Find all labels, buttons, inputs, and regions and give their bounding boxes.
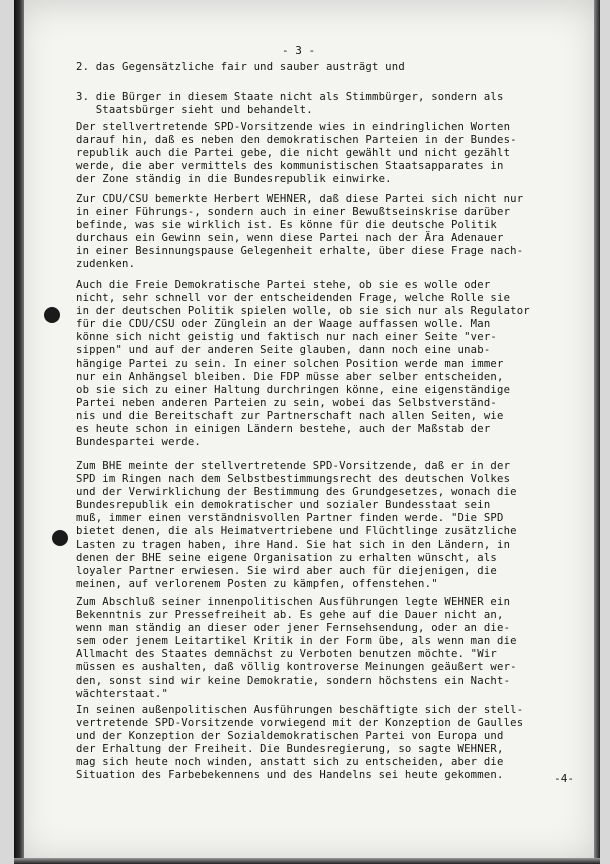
text-line: nicht, sehr schnell vor der entscheidenden Frage, welche Rolle sie xyxy=(76,292,511,305)
text-line: für die CDU/CSU oder Zünglein an der Waage auffassen wolle. Man xyxy=(76,318,491,331)
text-line: bietet denen, die als Heimatvertriebene und Flüchtlinge zusätzliche xyxy=(76,525,517,538)
text-line: In seinen außenpolitischen Ausführungen beschäftigte sich der stell- xyxy=(76,704,524,716)
text-line: Der stellvertretende SPD-Vorsitzende wies in eindringlichen Worten xyxy=(76,121,511,133)
text-line: in einer Besinnungspause Gelegenheit erhalte, über diese Frage nach- xyxy=(76,245,524,258)
next-page-marker: -4- xyxy=(554,772,574,785)
text-line: denen der BHE seine eigene Organisation zu erhalten wünscht, als xyxy=(76,551,497,564)
text-line: den, sonst sind wir keine Demokratie, sondern höchstens ein Nacht- xyxy=(76,674,511,687)
text-line: Staatsbürger sieht und behandelt. xyxy=(76,104,313,117)
text-line: Bundesrepublik ein demokratischer und sozialer Bundesstaat sein xyxy=(76,499,491,512)
paragraph xyxy=(76,193,592,272)
text-line: Auch die Freie Demokratische Partei stehe, ob sie es wolle oder xyxy=(76,279,491,291)
page-number: - 3 - xyxy=(282,44,316,57)
text-line: vertretende SPD-Vorsitzende vorwiegend mit der Konzeption de Gaulles xyxy=(76,717,524,730)
text-line: mag sich heute noch winden, anstatt sich zu entscheiden, aber die xyxy=(76,756,504,769)
text-line: Situation des Farbebekennens und des Handelns sei heute gekommen. xyxy=(76,769,504,782)
text-line: durchaus ein Gewinn sein, wenn diese Partei nach der Ära Adenauer xyxy=(76,232,504,245)
text-line: ob sie sich zu einer Haltung durchringen könne, eine eigenständige xyxy=(76,383,511,396)
text-line: der Zone ständig in die Bundesrepublik einwirke. xyxy=(76,173,392,186)
text-line: SPD im Ringen nach dem Selbstbestimmungsrecht des deutschen Volkes xyxy=(76,473,511,486)
text-line: und der Verwirklichung der Bestimmung des Grundgesetzes, wonach die xyxy=(76,486,517,499)
text-line: könne sich nicht geistig und faktisch nur nach einer Seite "ver- xyxy=(76,331,497,344)
text-line: Allmacht des Staates demnächst zu Verboten benutzen möchte. "Wir xyxy=(76,648,497,661)
text-line: Bundespartei werde. xyxy=(76,436,201,449)
text-line: 3. die Bürger in diesem Staate nicht als Stimmbürger, sondern als xyxy=(76,91,504,103)
paragraph xyxy=(76,596,592,701)
text-line: meinen, auf verlorenem Posten zu kämpfen, offenstehen." xyxy=(76,577,438,590)
text-line: Lasten zu tragen haben, ihre Hand. Sie hat sich in den Ländern, in xyxy=(76,538,511,551)
text-line: müssen es aushalten, daß völlig kontroverse Meinungen geäußert wer- xyxy=(76,661,517,674)
paragraph xyxy=(76,704,592,783)
text-line: hängige Partei zu sein. In einer solchen Position werde man immer xyxy=(76,357,504,370)
text-line: Zur CDU/CSU bemerkte Herbert WEHNER, daß diese Partei sich nicht nur xyxy=(76,193,524,205)
text-line: befinde, was sie wirklich ist. Es könne für die deutsche Politik xyxy=(76,219,497,232)
text-line: sippen" und auf der anderen Seite glauben, dann noch eine unab- xyxy=(76,344,491,357)
text-line: wenn man ständig an dieser oder jener Fernsehsendung, oder an die- xyxy=(76,622,511,635)
text-line: darauf hin, daß es neben den demokratischen Parteien in der Bundes- xyxy=(76,134,517,147)
text-line: Zum Abschluß seiner innenpolitischen Ausführungen legte WEHNER ein xyxy=(76,596,511,608)
paragraph xyxy=(76,91,592,117)
scan-edge-left xyxy=(14,0,24,864)
text-line: es heute schon in einigen Ländern bestehe, auch der Maßstab der xyxy=(76,423,491,436)
paragraph xyxy=(76,460,592,591)
text-line: 2. das Gegensätzliche fair und sauber austrägt und xyxy=(76,61,405,73)
text-line: Zum BHE meinte der stellvertretende SPD-Vorsitzende, daß er in der xyxy=(76,460,511,472)
text-line: muß, immer einen verständnisvollen Partner finden werde. "Die SPD xyxy=(76,512,504,525)
text-line: der Erhaltung der Freiheit. Die Bundesregierung, so sagte WEHNER, xyxy=(76,743,504,756)
text-line: republik auch die Partei gebe, die nicht gewählt und nicht gezählt xyxy=(76,147,511,160)
scan-edge-right xyxy=(594,0,600,864)
text-line: loyaler Partner erwiesen. Sie wird aber auch für diejenigen, die xyxy=(76,564,497,577)
paragraph xyxy=(76,121,592,186)
paragraph xyxy=(76,61,592,74)
text-line: und der Konzeption der Sozialdemokratischen Partei von Europa und xyxy=(76,730,504,743)
text-line: Partei neben anderen Parteien zu sein, wobei das Selbstverständ- xyxy=(76,396,497,409)
text-line: sem oder jenem Leitartikel Kritik in der Form übe, als wenn man die xyxy=(76,635,517,648)
paragraph xyxy=(76,279,592,449)
text-line: nur ein Anhängsel bleiben. Die FDP müsse aber selber entscheiden, xyxy=(76,370,504,383)
text-line: zudenken. xyxy=(76,258,136,271)
text-line: in der deutschen Politik spielen wolle, ob sie sich nur als Regulator xyxy=(76,305,530,318)
text-line: Bekenntnis zur Pressefreiheit ab. Es gehe auf die Dauer nicht an, xyxy=(76,609,504,622)
text-line: wächterstaat." xyxy=(76,687,169,700)
punch-hole xyxy=(44,307,60,323)
document-page xyxy=(14,0,600,864)
text-line: nis und die Bereitschaft zur Partnerschaft nach allen Seiten, wie xyxy=(76,409,504,422)
text-line: werde, die aber vermittels des kommunistischen Staatsapparates in xyxy=(76,160,504,173)
text-line: in einer Führungs-, sondern auch in einer Bewußtseinskrise darüber xyxy=(76,206,511,219)
scan-edge-bottom xyxy=(14,858,600,864)
punch-hole xyxy=(52,530,68,546)
